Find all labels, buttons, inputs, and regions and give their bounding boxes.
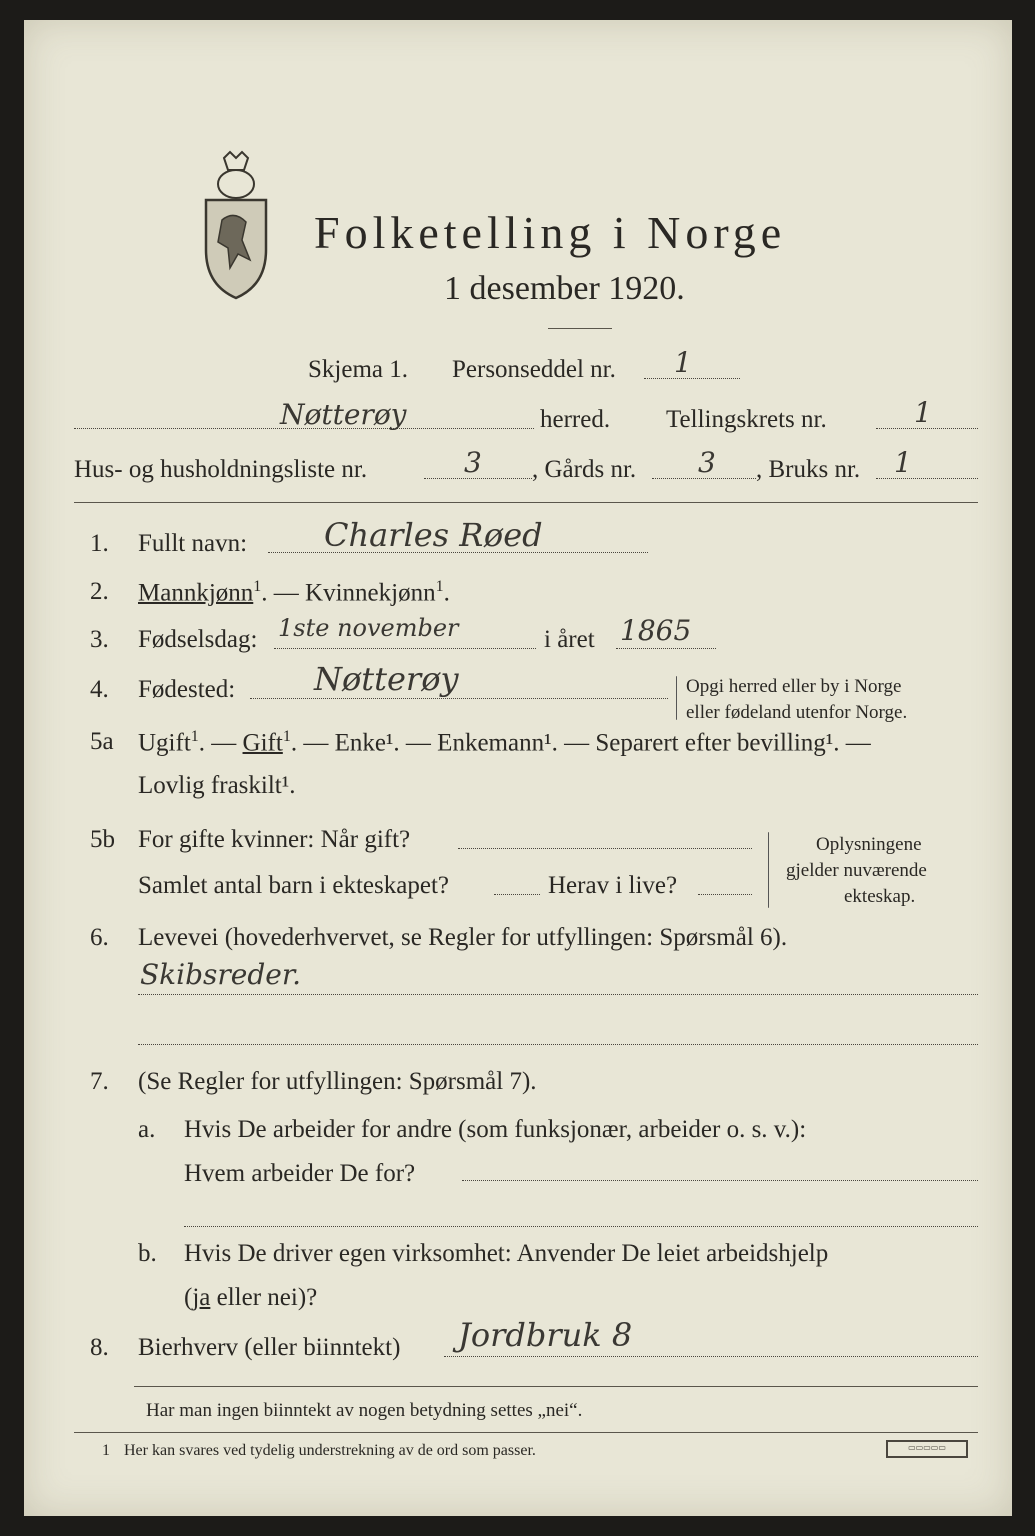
side-income-field[interactable] <box>444 1356 978 1357</box>
side-income-value: Jordbruk 8 <box>458 1316 633 1354</box>
q5b-note-brace <box>768 832 769 908</box>
birthplace-value: Nøtterøy <box>314 660 459 698</box>
title-divider <box>548 328 612 329</box>
personseddel-value: 1 <box>674 346 692 379</box>
full-name-value: Charles Røed <box>324 516 543 554</box>
gards-label: , Gårds nr. <box>532 456 637 483</box>
husholdningsliste-value: 3 <box>464 446 482 479</box>
herred-label: herred. <box>540 406 611 433</box>
footer-divider <box>134 1386 978 1387</box>
q5b-label-alive: Herav i live? <box>548 872 678 899</box>
birthdate-field[interactable] <box>274 648 536 649</box>
q7a-number: a. <box>138 1116 156 1143</box>
q5a-rest: . — Enke¹. — Enkemann¹. — Separert efter bevilling¹. — <box>290 729 871 757</box>
q8-label: Bierhverv (eller biinntekt) <box>138 1334 401 1361</box>
tellingskrets-label: Tellingskrets nr. <box>666 406 827 433</box>
birthplace-field[interactable] <box>250 698 668 699</box>
footer-note: Har man ingen biinntekt av nogen betydning settes „nei“. <box>146 1400 583 1421</box>
coat-of-arms-icon <box>194 150 274 300</box>
option-lovlig-fraskilt[interactable]: Lovlig fraskilt¹. <box>138 772 296 799</box>
q2-options: Mannkjønn$^1$. — Kvinnekjønn$^1$. <box>138 578 450 607</box>
q5b-label-children: Samlet antal barn i ekteskapet? <box>138 872 449 899</box>
personseddel-field[interactable] <box>644 378 740 379</box>
q4-note-line1: Opgi herred eller by i Norge <box>686 676 902 697</box>
children-total-field[interactable] <box>494 894 540 895</box>
q7b-number: b. <box>138 1240 157 1267</box>
q4-note-brace <box>676 676 677 720</box>
census-date: 1 desember 1920. <box>444 270 685 307</box>
option-kvinnekjonn[interactable]: Kvinnekjønn <box>305 579 436 607</box>
employer-field-2[interactable] <box>184 1226 978 1227</box>
q3-label: Fødselsdag: <box>138 626 258 653</box>
bruks-label: , Bruks nr. <box>756 456 861 483</box>
q6-number: 6. <box>90 924 109 951</box>
personseddel-label: Personseddel nr. <box>452 356 616 383</box>
option-ja[interactable]: ja <box>192 1284 211 1311</box>
header-divider <box>74 502 978 503</box>
q2-number: 2. <box>90 578 109 605</box>
footnote-number: 1 <box>102 1442 110 1459</box>
schema-label: Skjema 1. <box>308 356 408 383</box>
printer-stamp: ▭▭▭▭▭ <box>886 1440 968 1458</box>
q5b-number: 5b <box>90 826 115 853</box>
occupation-field-2[interactable] <box>138 1044 978 1045</box>
q5a-number: 5a <box>90 728 114 755</box>
q5a-options: Ugift$^1$. — Gift$^1$. — Enke¹. — Enkemann¹. — Separert efter bevilling¹. — <box>138 728 871 757</box>
option-ugift[interactable]: Ugift <box>138 729 191 757</box>
q4-label: Fødested: <box>138 676 236 703</box>
children-alive-field[interactable] <box>698 894 752 895</box>
q5b-note1: Oplysningene <box>816 834 922 855</box>
q5b-label-married: For gifte kvinner: Når gift? <box>138 826 411 853</box>
q5b-note2: gjelder nuværende <box>786 860 927 881</box>
q4-number: 4. <box>90 676 109 703</box>
husholdningsliste-label: Hus- og husholdningsliste nr. <box>74 456 368 483</box>
q7b-rest: eller nei)? <box>210 1284 318 1311</box>
footnote-text: Her kan svares ved tydelig understrekning av de ord som passer. <box>124 1442 536 1459</box>
footnote-divider <box>74 1432 978 1433</box>
q3-number: 3. <box>90 626 109 653</box>
gards-value: 3 <box>698 446 716 479</box>
q7-label: (Se Regler for utfyllingen: Spørsmål 7). <box>138 1068 537 1095</box>
q7-number: 7. <box>90 1068 109 1095</box>
birthdate-value: 1ste november <box>278 614 459 642</box>
q7b-options: (ja eller nei)? <box>184 1284 318 1311</box>
census-form <box>24 20 1012 1516</box>
bruks-value: 1 <box>894 446 912 479</box>
q1-number: 1. <box>90 530 109 557</box>
herred-value: Nøtterøy <box>280 398 407 431</box>
q8-number: 8. <box>90 1334 109 1361</box>
birth-year-field[interactable] <box>616 648 716 649</box>
option-gift[interactable]: Gift <box>242 729 283 757</box>
q1-label: Fullt navn: <box>138 530 248 557</box>
occupation-field-1[interactable] <box>138 994 978 995</box>
q6-label: Levevei (hovederhvervet, se Regler for utfyllingen: Spørsmål 6). <box>138 924 788 951</box>
birth-year-label: i året <box>544 626 595 653</box>
married-when-field[interactable] <box>458 848 752 849</box>
employer-field-1[interactable] <box>462 1180 978 1181</box>
form-title: Folketelling i Norge <box>314 207 787 258</box>
q5b-note3: ekteskap. <box>844 886 916 907</box>
q7b-label: Hvis De driver egen virksomhet: Anvender De leiet arbeidshjelp <box>184 1240 829 1267</box>
bruks-field[interactable] <box>876 478 978 479</box>
occupation-value: Skibsreder. <box>140 958 302 991</box>
q4-note-line2: eller fødeland utenfor Norge. <box>686 702 908 723</box>
birth-year-value: 1865 <box>620 614 692 647</box>
option-mannkjonn[interactable]: Mannkjønn <box>138 579 254 607</box>
q7a-label2: Hvem arbeider De for? <box>184 1160 416 1187</box>
q7a-label: Hvis De arbeider for andre (som funksjonær, arbeider o. s. v.): <box>184 1116 807 1143</box>
tellingskrets-value: 1 <box>914 396 932 429</box>
